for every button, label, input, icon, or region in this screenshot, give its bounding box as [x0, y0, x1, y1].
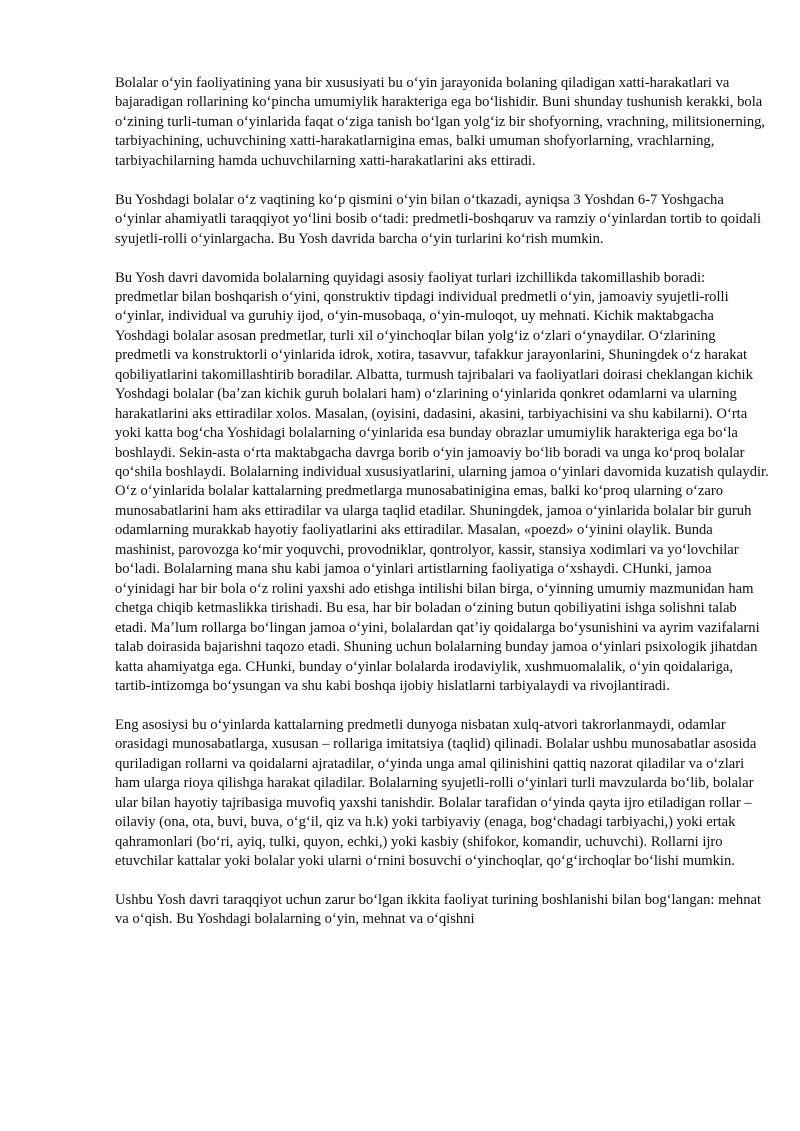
document-page	[115, 74, 771, 949]
paragraph-1: Bolalar oʻyin faoliyatining yana bir xususiyati bu oʻyin jarayonida bolaning qiladigan xatti-harakatlari va bajaradigan rollarining koʻpincha umumiylik harakteriga ega boʻlishidir. Buni shunday tushunish kerakki, bola oʻzining turli-tuman oʻyinlarida faqat oʻziga tanish boʻlgan yolgʻiz bir shofyorning, vrachning, militsionerning, tarbiyachining, uchuvchining xatti-harakatlarnigina emas, balki umuman shofyorlarning, vrachlarning, tarbiyachilarning hamda uchuvchilarning xatti-harakatlarini aks ettiradi.	[115, 75, 766, 169]
paragraph-3: Bu Yosh davri davomida bolalarning quyidagi asosiy faoliyat turlari izchillikda takomillashib boradi: predmetlar bilan boshqarish oʻyini, qonstruktiv tipdagi individual predmetli oʻyin, jamoaviy syujetli-rolli oʻyinlar, individual va guruhiy ijod, oʻyin-musobaqa, oʻyin-muloqot, uy mehnati. Kichik maktabgacha Yoshdagi bolalar asosan predmetlar, turli xil oʻyinchoqlar bilan yolgʻiz oʻzlari oʻynaydilar. Oʻzlarining predmetli va konstruktorli oʻyinlarida idrok, xotira, tasavvur, tafakkur jarayonlarini, Shuningdek oʻz harakat qobiliyatlarini takomillashtirib boradilar. Albatta, turmush tajribalari va faoliyatlari doirasi cheklangan kichik Yoshdagi bolalar (baʼzan kichik guruh bolalari ham) oʻzlarining oʻyinlarida qonkret odamlarni va ularning harakatlarini aks ettiradilar xolos. Masalan, (oyisini, dadasini, akasini, tarbiyachisini va shu kabilarni). Oʻrta yoki katta bogʻcha Yoshidagi bolalarning oʻyinlarida esa bunday obrazlar umumiylik harakteriga ega boʻla boshlaydi. Sekin-asta oʻrta maktabgacha davrga borib oʻyin jamoaviy boʻlib boradi va unga koʻproq bolalar qoʻshila boshlaydi. Bolalarning individual xususiyatlarini, ularning jamoa oʻyinlari davomida kuzatish qulaydir. Oʻz oʻyinlarida bolalar kattalarning predmetlarga munosabatinigina emas, balki koʻproq ularning oʻzaro munosabatlarini ham aks ettiradilar va ularga taqlid etadilar. Shuningdek, jamoa oʻyinlarida bolalar bir guruh odamlarning murakkab hayotiy faoliyatlarini aks ettiradilar. Masalan, «poezd» oʻyinini olaylik. Bunda mashinist, parovozga koʻmir yoquvchi, provodniklar, qontrolyor, kassir, stansiya xodimlari va yoʻlovchilar boʻladi. Bolalarning mana shu kabi jamoa oʻyinlari artistlarning faoliyatiga oʻxshaydi. CHunki, jamoa oʻyinidagi har bir bola oʻz rolini yaxshi ado etishga intilishi bilan birga, oʻyinning umumiy mazmunidan ham chetga chiqib ketmaslikka tirishadi. Bu esa, har bir boladan oʻzining butun qobiliyatini ishga solishni talab etadi. Maʼlum rollarga boʻlingan jamoa oʻyini, bolalardan qatʼiy qoidalarga boʻysunishini va ayrim vazifalarni talab doirasida bajarishni taqozo etadi. Shuning uchun bolalarning bunday jamoa oʻyinlari psixologik jihatdan katta ahamiyatga ega. CHunki, bunday oʻyinlar bolalarda irodaviylik, xushmuomalalik, oʻyin qoidalariga, tartib-intizomga boʻysungan va shu kabi boshqa ijobiy hislatlarni tarbiyalaydi va rivojlantiradi.	[115, 269, 769, 695]
paragraph-5: Ushbu Yosh davri taraqqiyot uchun zarur boʻlgan ikkita faoliyat turining boshlanishi bilan bogʻlangan: mehnat va oʻqish. Bu Yoshdagi bolalarning oʻyin, mehnat va oʻqishni	[115, 891, 762, 928]
paragraph-2: Bu Yoshdagi bolalar oʻz vaqtining koʻp qismini oʻyin bilan oʻtkazadi, ayniqsa 3 Yoshdan 6-7 Yoshgacha oʻyinlar ahamiyatli taraqqiyot yoʻlini bosib oʻtadi: predmetli-boshqaruv va ramziy oʻyinlardan tortib to qoidali syujetli-rolli oʻyinlargacha. Bu Yosh davrida barcha oʻyin turlarini koʻrish mumkin.	[115, 191, 762, 247]
paragraph-4: Eng asosiysi bu oʻyinlarda kattalarning predmetli dunyoga nisbatan xulq-atvori takrorlanmaydi, odamlar orasidagi munosabatlarga, xususan – rollariga imitatsiya (taqlid) qilinadi. Bolalar ushbu munosabatlar asosida quriladigan rollarni va qoidalarni ajratadilar, oʻyinda unga amal qilinishini qattiq nazorat qiladilar va oʻzlari ham ularga rioya qilishga harakat qiladilar. Bolalarning syujetli-rolli oʻyinlari turli mavzularda boʻlib, bolalar ular bilan hayotiy tajribasiga muvofiq yaxshi tanishdir. Bolalar tarafidan oʻyinda qayta ijro etiladigan rollar –oilaviy (ona, ota, buvi, buva, oʻgʻil, qiz va h.k) yoki tarbiyaviy (enaga, bogʻchadagi tarbiyachi,) yoki ertak qahramonlari (boʻri, ayiq, tulki, quyon, echki,) yoki kasbiy (shifokor, komandir, uchuvchi). Rollarni ijro etuvchilar kattalar yoki bolalar yoki ularni oʻrnini bosuvchi oʻyinchoqlar, qoʻgʻirchoqlar boʻlishi mumkin.	[115, 716, 757, 870]
